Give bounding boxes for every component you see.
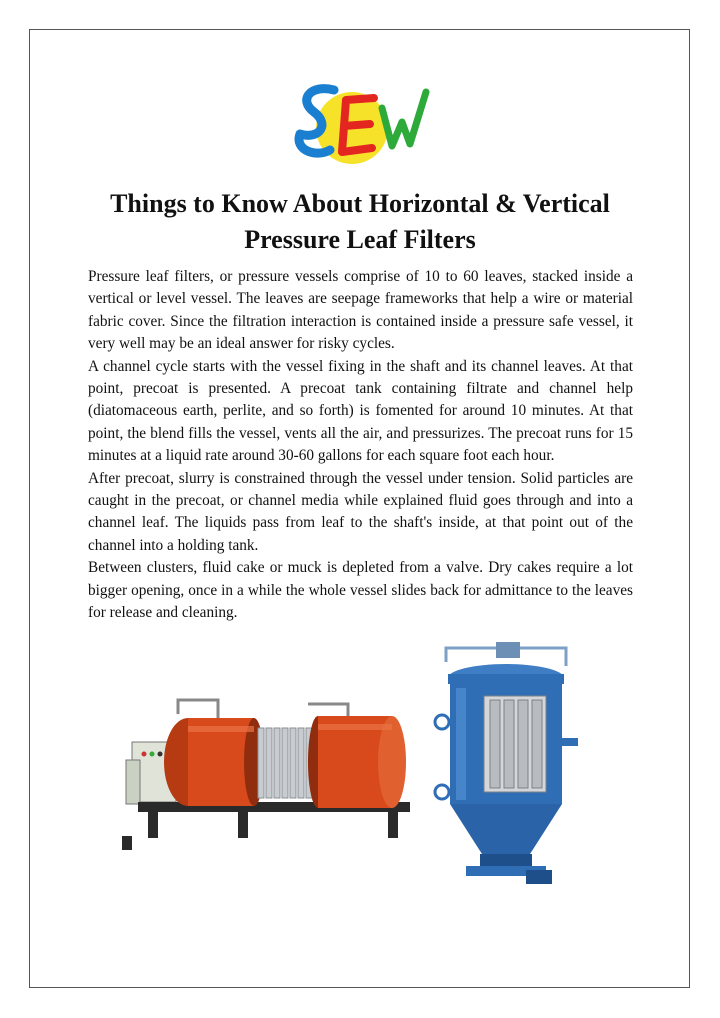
sew-logo bbox=[290, 78, 432, 170]
paragraph: Pressure leaf filters, or pressure vessels comprise of 10 to 60 leaves, stacked inside a vertical or level vessel. The leaves are seepage frameworks that help a wire or material fabric cover. Since the filtration interaction is contained inside a pressure safe vessel, it very well may be an ideal answer for risky cycles. bbox=[88, 268, 633, 353]
article-body bbox=[88, 266, 633, 625]
paragraph: A channel cycle starts with the vessel fixing in the shaft and its channel leaves. At that point, precoat is presented. A precoat tank containing filtrate and channel help (diatomaceous earth, perlite, and so forth) is fomented for around 10 minutes. At that point, the blend fills the vessel, vents all the air, and pressurizes. The precoat runs for 15 minutes at a liquid rate around 30-60 gallons for each square foot each hour. bbox=[88, 357, 633, 465]
logo-letter-w bbox=[382, 92, 426, 146]
page-title: Things to Know About Horizontal & Vertical Pressure Leaf Filters bbox=[110, 189, 610, 254]
vertical-filter-image bbox=[426, 642, 586, 892]
paragraph: After precoat, slurry is constrained through the vessel under tension. Solid particles are caught in the precoat, or channel media while explained fluid goes through and into a channel leaf. The liquids pass from leaf to the shaft's inside, at that point out of the channel into a holding tank. bbox=[88, 469, 633, 554]
filter-leaves bbox=[484, 696, 546, 792]
paragraph: Between clusters, fluid cake or muck is depleted from a valve. Dry cakes require a lot bigger opening, once in a while the whole vessel slides back for admittance to the leaves for release and cleaning. bbox=[88, 559, 633, 622]
horizontal-filter-image bbox=[118, 690, 418, 860]
filter-leaves bbox=[258, 728, 312, 798]
